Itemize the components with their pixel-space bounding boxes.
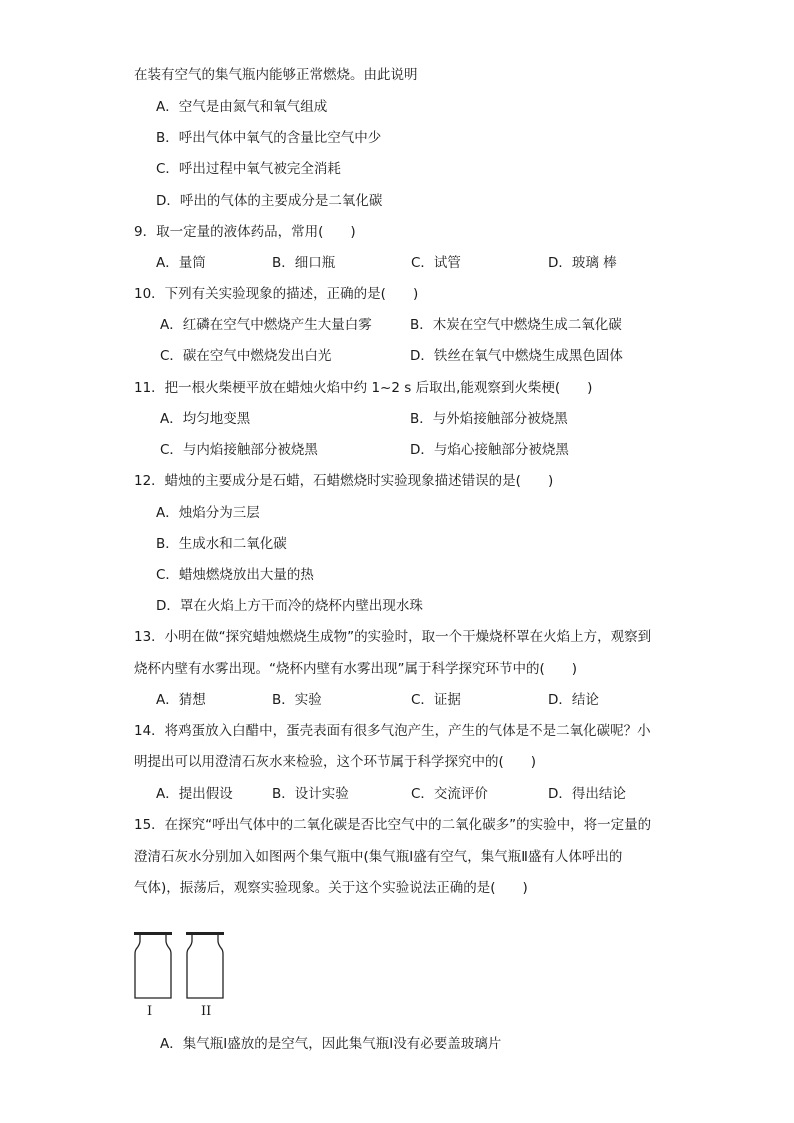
q14-option-d[interactable]: D．得出结论 bbox=[548, 786, 626, 802]
q13-option-d[interactable]: D．结论 bbox=[548, 692, 599, 708]
q10-stem: 10．下列有关实验现象的描述，正确的是( ) bbox=[134, 286, 419, 302]
q12-option-b[interactable]: B．生成水和二氧化碳 bbox=[156, 536, 287, 552]
q9-option-a[interactable]: A．量筒 bbox=[156, 255, 206, 271]
q12-option-c[interactable]: C．蜡烛燃烧放出大量的热 bbox=[156, 567, 314, 583]
q11-option-c[interactable]: C．与内焰接触部分被烧黑 bbox=[160, 442, 318, 458]
q14-option-b[interactable]: B．设计实验 bbox=[272, 786, 349, 802]
q12-option-d[interactable]: D．罩在火焰上方干而冷的烧杯内壁出现水珠 bbox=[156, 598, 423, 614]
q8-option-b[interactable]: B．呼出气体中氧气的含量比空气中少 bbox=[156, 130, 382, 146]
q14-option-a[interactable]: A．提出假设 bbox=[156, 786, 233, 802]
q8-option-a[interactable]: A．空气是由氮气和氧气组成 bbox=[156, 99, 328, 115]
gas-bottles-figure bbox=[130, 928, 240, 1008]
q13-option-c[interactable]: C．证据 bbox=[411, 692, 461, 708]
q10-option-b[interactable]: B．木炭在空气中燃烧生成二氧化碳 bbox=[410, 317, 622, 333]
q15-stem-line1: 15．在探究“呼出气体中的二氧化碳是否比空气中的二氧化碳多”的实验中，将一定量的 bbox=[134, 817, 652, 833]
q14-stem-line1: 14．将鸡蛋放入白醋中，蛋壳表面有很多气泡产生，产生的气体是不是二氧化碳呢？小 bbox=[134, 723, 651, 739]
bottle-1-icon bbox=[134, 932, 172, 998]
q8-option-c[interactable]: C．呼出过程中氧气被完全消耗 bbox=[156, 161, 341, 177]
q9-option-b[interactable]: B．细口瓶 bbox=[272, 255, 336, 271]
q15-stem-line3: 气体)，振荡后，观察实验现象。关于这个实验说法正确的是( ) bbox=[134, 880, 528, 896]
q11-option-d[interactable]: D．与焰心接触部分被烧黑 bbox=[410, 442, 569, 458]
q12-option-a[interactable]: A．烛焰分为三层 bbox=[156, 505, 260, 521]
bottle-1-label: I bbox=[147, 1004, 153, 1019]
q14-stem-line2: 明提出可以用澄清石灰水来检验，这个环节属于科学探究中的( ) bbox=[134, 754, 537, 770]
q10-option-a[interactable]: A．红磷在空气中燃烧产生大量白雾 bbox=[160, 317, 372, 333]
bottle-2-label: II bbox=[201, 1004, 212, 1019]
q12-stem: 12．蜡烛的主要成分是石蜡，石蜡燃烧时实验现象描述错误的是( ) bbox=[134, 473, 554, 489]
q9-option-c[interactable]: C．试管 bbox=[411, 255, 461, 271]
q13-stem-line1: 13．小明在做“探究蜡烛燃烧生成物”的实验时，取一个干燥烧杯罩在火焰上方，观察到 bbox=[134, 629, 652, 645]
q10-option-c[interactable]: C．碳在空气中燃烧发出白光 bbox=[160, 348, 332, 364]
q9-stem: 9．取一定量的液体药品，常用( ) bbox=[134, 224, 356, 240]
q11-option-b[interactable]: B．与外焰接触部分被烧黑 bbox=[410, 411, 568, 427]
q10-option-d[interactable]: D．铁丝在氧气中燃烧生成黑色固体 bbox=[410, 348, 623, 364]
intro-text: 在装有空气的集气瓶内能够正常燃烧。由此说明 bbox=[134, 67, 418, 83]
q15-stem-line2: 澄清石灰水分别加入如图两个集气瓶中(集气瓶Ⅰ盛有空气，集气瓶Ⅱ盛有人体呼出的 bbox=[134, 849, 623, 865]
q13-stem-line2: 烧杯内壁有水雾出现。“烧杯内壁有水雾出现”属于科学探究环节中的( ) bbox=[134, 661, 578, 677]
q8-option-d[interactable]: D．呼出的气体的主要成分是二氧化碳 bbox=[156, 193, 383, 209]
q11-stem: 11．把一根火柴梗平放在蜡烛火焰中约 1~2 s 后取出,能观察到火柴梗( ) bbox=[134, 380, 593, 396]
q9-option-d[interactable]: D．玻璃 棒 bbox=[548, 255, 617, 271]
bottle-2-icon bbox=[186, 932, 224, 998]
q15-option-a[interactable]: A．集气瓶Ⅰ盛放的是空气，因此集气瓶Ⅰ没有必要盖玻璃片 bbox=[160, 1036, 502, 1052]
q11-option-a[interactable]: A．均匀地变黑 bbox=[160, 411, 251, 427]
q14-option-c[interactable]: C．交流评价 bbox=[411, 786, 488, 802]
q13-option-a[interactable]: A．猜想 bbox=[156, 692, 206, 708]
q13-option-b[interactable]: B．实验 bbox=[272, 692, 322, 708]
